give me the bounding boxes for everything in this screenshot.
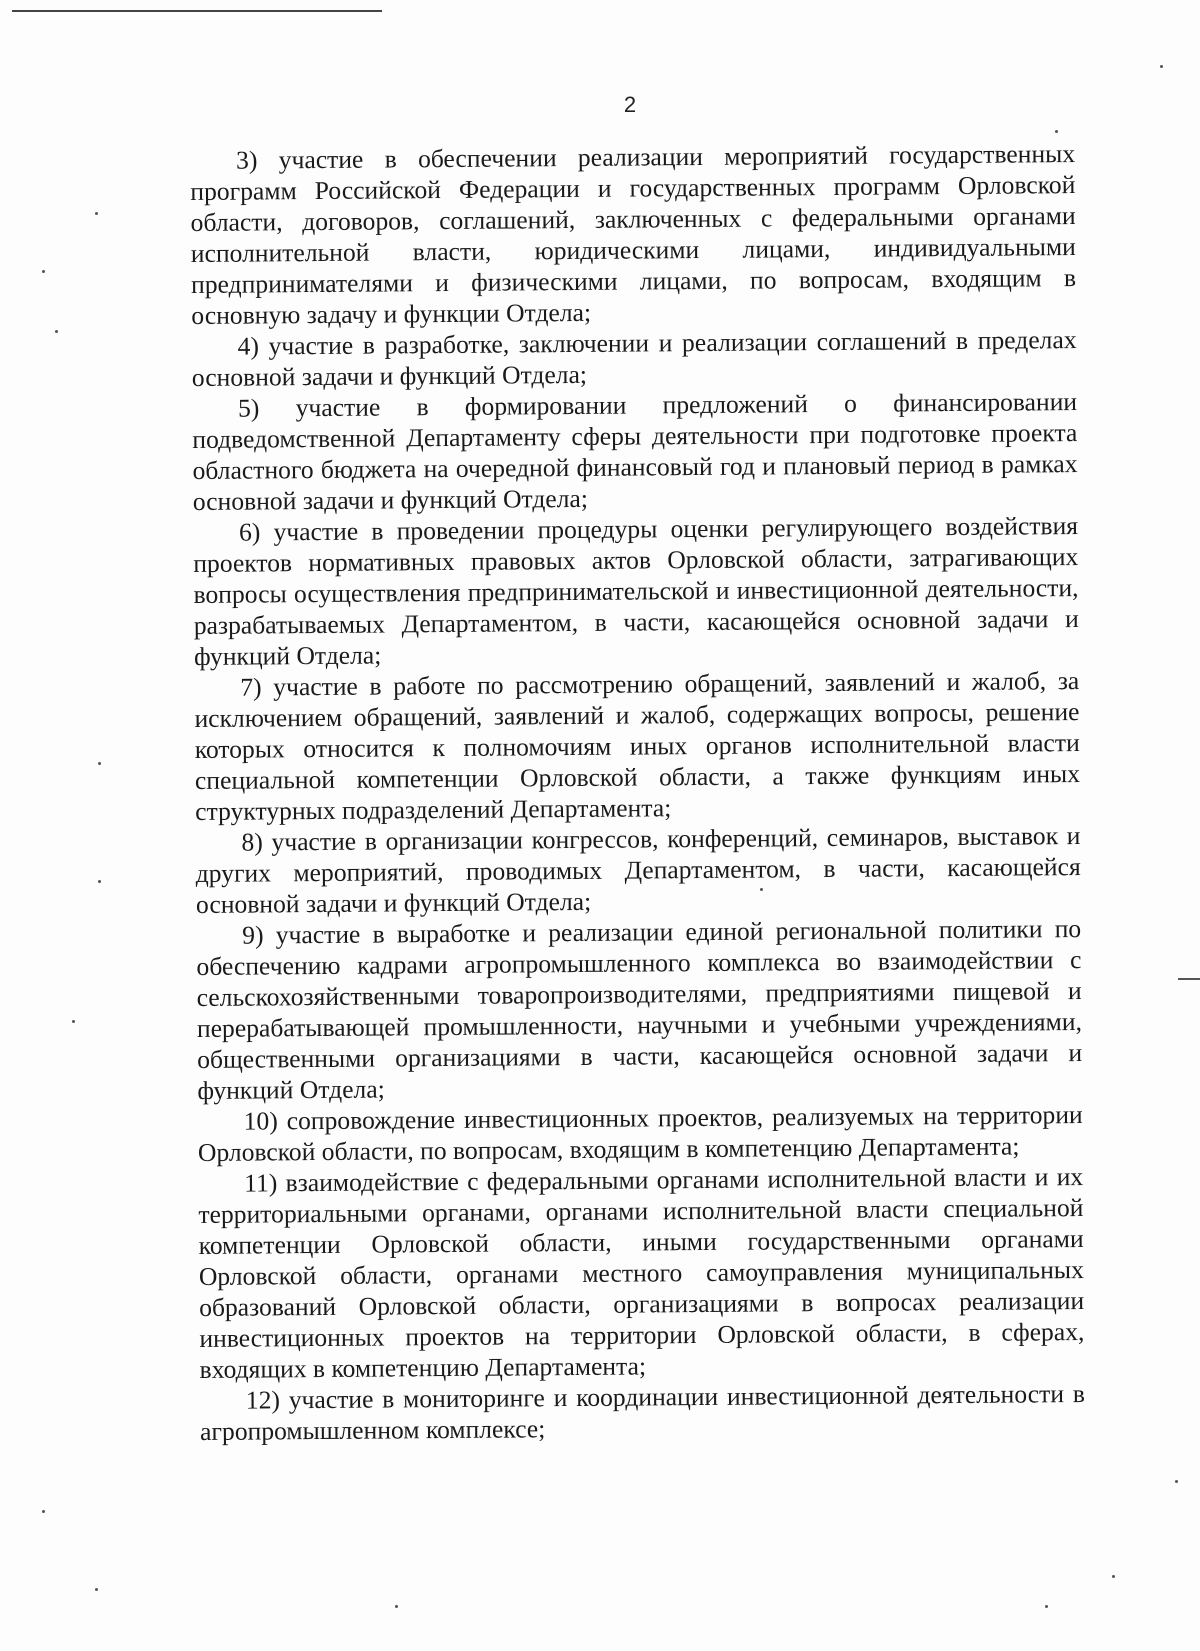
speck	[95, 1588, 98, 1591]
speck	[1175, 1480, 1178, 1483]
list-item: 4) участие в разработке, заключении и реализации соглашений в пределах основной задачи и функций Отдела;	[191, 325, 1077, 392]
speck	[42, 270, 45, 273]
list-item: 5) участие в формировании предложений о финансировании подведомственной Департаменту сферы деятельности при подготовке проекта областного бюджета на очередной финансовый год и плановый период в рамках основной задачи и функций Отдела;	[192, 387, 1078, 516]
speck	[98, 880, 101, 883]
list-item: 6) участие в проведении процедуры оценки регулирующего воздействия проектов нормативных правовых актов Орловской области, затрагивающих вопросы осуществления предпринимательской и инвестиционной деятельности, разрабатываемых Департаментом, в части, касающейся основной задачи и функций Отдела;	[193, 511, 1079, 671]
list-item: 8) участие в организации конгрессов, конференций, семинаров, выставок и других мероприятий, проводимых Департаментом, в части, касающейся основной задачи и функций Отдела;	[195, 821, 1081, 919]
speck	[55, 330, 58, 333]
speck	[760, 888, 763, 891]
top-rule	[12, 10, 382, 12]
speck	[42, 1510, 45, 1513]
list-item: 9) участие в выработке и реализации единой региональной политики по обеспечению кадрами агропромышленного комплекса во взаимодействии с сельскохозяйственными товаропроизводителями, предприятиями пищевой и перерабатывающей промышленности, научными и учебными учреждениями, общественными организациями в части, касающейся основной задачи и функций Отдела;	[196, 914, 1083, 1105]
list-item: 3) участие в обеспечении реализации мероприятий государственных программ Российской Федерации и государственных программ Орловской области, договоров, соглашений, заключенных с федеральными органами исполнительной власти, юридическими лицами, индивидуальными предпринимателями и физическими лицами, по вопросам, входящим в основную задачу и функции Отдела;	[190, 139, 1077, 330]
list-item: 10) сопровождение инвестиционных проектов, реализуемых на территории Орловской области, по вопросам, входящим в компетенцию Департамента;	[197, 1100, 1083, 1167]
text-body	[190, 138, 1085, 1447]
speck	[98, 762, 101, 765]
speck	[95, 212, 98, 215]
speck	[72, 1020, 75, 1023]
speck	[1055, 130, 1058, 133]
speck	[395, 1605, 398, 1608]
margin-dash	[1178, 978, 1200, 980]
speck	[1045, 1605, 1048, 1608]
list-item: 11) взаимодействие с федеральными органами исполнительной власти и их территориальными органами, органами исполнительной власти специальной компетенции Орловской области, иными государственными органами Орловской области, органами местного самоуправления муниципальных образований Орловской области, организациями в вопросах реализации инвестиционных проектов на территории Орловской области, в сферах, входящих в компетенцию Департамента;	[198, 1162, 1085, 1384]
page-number: 2	[623, 92, 637, 117]
list-item: 7) участие в работе по рассмотрению обращений, заявлений и жалоб, за исключением обращений, заявлений и жалоб, содержащих вопросы, решение которых относится к полномочиям иных органов исполнительной власти специальной компетенции Орловской области, а также функциям иных структурных подразделений Департамента;	[194, 666, 1081, 826]
speck	[1112, 1575, 1115, 1578]
list-item: 12) участие в мониторинге и координации инвестиционной деятельности в агропромышленном комплексе;	[199, 1379, 1085, 1446]
speck	[1160, 65, 1163, 68]
